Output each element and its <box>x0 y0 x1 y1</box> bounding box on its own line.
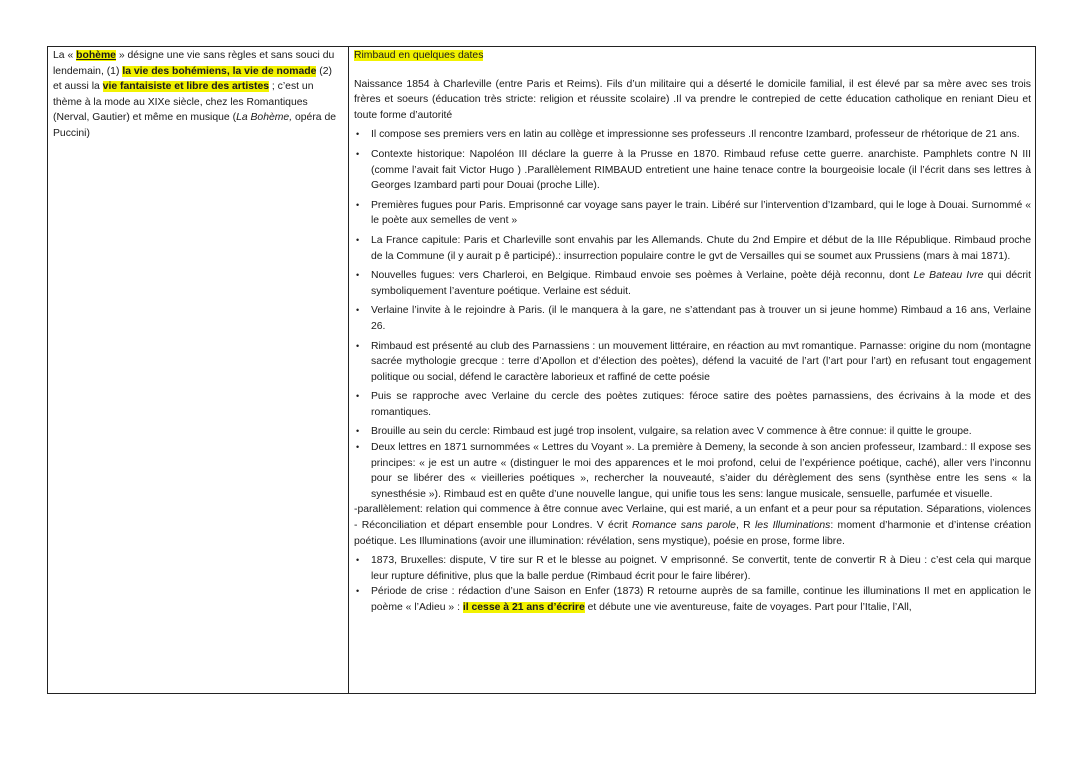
book-title: Romance sans parole <box>632 520 736 532</box>
list-item: • Nouvelles fugues: vers Charleroi, en Belgique. Rimbaud envoie ses poèmes à Verlaine, poète déjà reconnu, dont Le Bateau Ivre qui décrit symboliquement l’aventure poétique. Verlaine est séduit. <box>356 270 1031 297</box>
bullet-icon: • <box>356 340 360 351</box>
bullet-icon: • <box>356 270 360 281</box>
list-item: • La France capitule: Paris et Charleville sont envahis par les Allemands. Chute du 2nd Empire et début de la IIIe République. Rimbaud proche de la Commune (il y aurait p ê participé).: insurrection populaire contre le gvt de Versailles qui se soumet aux Prussiens (mars à mai 1871). <box>356 234 1031 262</box>
bullet-icon: • <box>356 426 360 437</box>
bullet-icon: • <box>356 234 360 245</box>
book-title: Le Bateau Ivre <box>913 270 984 282</box>
book-title: les Illuminations <box>754 520 831 532</box>
bullet-icon: • <box>356 586 360 597</box>
list-item: • Premières fugues pour Paris. Emprisonné car voyage sans payer le train. Libéré sur l’intervention d’Izambard, qui le loge à Douai. Surnommé « le poète aux semelles de vent » <box>356 199 1031 227</box>
highlight-nomade: la vie des bohémiens, la vie de nomade <box>122 65 317 77</box>
bullet-icon: • <box>356 199 360 210</box>
timeline-list-2 <box>354 553 1031 615</box>
definition-cell <box>48 47 349 694</box>
list-item: • Puis se rapproche avec Verlaine du cercle des poètes zutiques: féroce satire des poètes parnassiens, des écrivains à la mode et des romantiques. <box>356 391 1031 418</box>
timeline-cell <box>349 47 1036 694</box>
highlight-stops-writing: il cesse à 21 ans d’écrire <box>462 602 585 613</box>
list-item: • Verlaine l’invite à le rejoindre à Paris. (il le manquera à la gare, ne s’attendant pas à trouver un si jeune homme) Rimbaud a 16 ans, Verlaine 26. <box>356 305 1031 332</box>
list-item: • Rimbaud est présenté au club des Parnassiens : un mouvement littéraire, en réaction au mvt romantique. Parnasse: origine du nom (montagne sacrée mythologie grecque : terre d’Apollon et d’élection des poètes), défend la vacuité de l’art (l’art pour l’art) en refusant tout engagement politique ou social, défend le caractère laborieux et raffiné de cette poésie <box>356 340 1031 383</box>
list-item: • Deux lettres en 1871 surnommées « Lettres du Voyant ». La première à Demeny, la seconde à son ancien professeur, Izambard.: Il expose ses principes: « je est un autre « (distinguer le moi des apparences et le moi profond, celui de l’expérience poétique, caché), aller vers l’inconnu pour se libérer des « vieilleries poétiques », rechercher la nouveauté, s’aider du dérèglement des sens (synthèse entre les sens « la synesthésie »). Rimbaud est en quête d’une nouvelle langue, qui unifie tous les sens: langue musicale, sensuelle, parfumée et visuelle. <box>356 442 1031 500</box>
content-table <box>47 46 1036 694</box>
bullet-icon: • <box>356 442 360 453</box>
intro-paragraph: Naissance 1854 à Charleville (entre Paris et Reims). Fils d’un militaire qui a déserté le domicile familial, il est élevé par sa mère avec ses trois frères et soeurs (éducation très stricte: religion et réussite scolaire) .Il va prendre le contrepied de cette éducation catholique en reniant Dieu et toute forme d’autorité <box>354 78 1031 121</box>
table-row <box>48 47 1036 694</box>
opera-title: La Bohème, <box>236 112 293 124</box>
highlight-artistes: vie fantaisiste et libre des artistes <box>102 81 269 93</box>
bullet-icon: • <box>356 305 360 316</box>
list-item: • Il compose ses premiers vers en latin au collège et impressionne ses professeurs .Il rencontre Izambard, professeur de rhétorique de 21 ans. <box>356 129 1020 141</box>
list-item: • Période de crise : rédaction d’une Saison en Enfer (1873) R retourne auprès de sa famille, continue les illuminations Il met en application le poème « l’Adieu » : il cesse à 21 ans d’écrire et débute une vie aventureuse, faite de voyages. Part pour l’Italie, l’All, <box>356 586 1031 613</box>
list-item: • Brouille au sein du cercle: Rimbaud est jugé trop insolent, vulgaire, sa relation avec V commence à être connue: il quitte le groupe. <box>356 426 972 438</box>
bullet-icon: • <box>356 555 360 566</box>
timeline-list <box>354 127 1031 502</box>
bullet-icon: • <box>356 391 360 402</box>
list-item: • Contexte historique: Napoléon III déclare la guerre à la Prusse en 1870. Rimbaud refuse cette guerre. anarchiste. Pamphlets contre N III (comme l’avait fait Victor Hugo ) .Parallèlement RIMBAUD entretient une haine tenace contre la bourgeoisie locale (il l’écrit dans ses lettres à Georges Izambard parti pour Douai (proche Lille). <box>356 148 1031 192</box>
highlight-boheme: bohème <box>76 50 116 61</box>
bullet-icon: • <box>356 129 360 140</box>
bullet-icon: • <box>356 148 360 159</box>
parallel-paragraph: -parallèlement: relation qui commence à être connue avec Verlaine, qui est marié, a un enfant et a peur pour sa réputation. Séparations, violences - Réconciliation et départ ensemble pour Londres. V écrit Romance sans parole, R les Illuminations: moment d’harmonie et d’intense création poétique. Les Illuminations (avoir une illumination: révélation, sens mystique), poésie en prose, forme libre. <box>354 504 1031 547</box>
list-item: • 1873, Bruxelles: dispute, V tire sur R et le blesse au poignet. V emprisonné. Se convertit, tente de convertir R à Dieu : c’est cela qui marque leur rupture définitive, plus que la balle perdue (Rimbaud écrit pour le faire libérer). <box>356 555 1031 582</box>
definition-text: La « bohème » désigne une vie sans règles et sans souci du lendemain, (1) la vie des bohémiens, la vie de nomade (2) et aussi la vie fantaisiste et libre des artistes ; c’est un thème à la mode au XIXe siècle, chez les Romantiques (Nerval, Gautier) et même en musique (La Bohème, opéra de Puccini) <box>53 50 337 139</box>
section-title: Rimbaud en quelques dates <box>354 50 484 61</box>
